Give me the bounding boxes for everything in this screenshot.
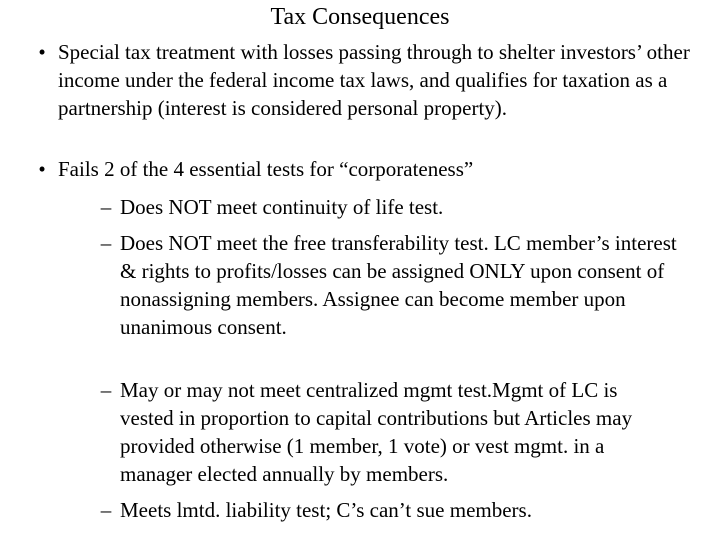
bullet-item [38,155,698,183]
sub-bullet-item [100,193,680,221]
sub-bullet-text: May or may not meet centralized mgmt test.Mgmt of LC is vested in proportion to capital contributions but Articles may provided otherwise (1 member, 1 vote) or vest mgmt. in a manager elected annually by members. [120,378,633,486]
dash-marker: – [100,498,112,522]
dash-marker: – [100,195,112,219]
bullet-text: Fails 2 of the 4 essential tests for “corporateness” [58,157,474,181]
bullet-text: Special tax treatment with losses passing through to shelter investors’ other income under the federal income tax laws, and qualifies for taxation as a partnership (interest is considered personal property). [58,40,690,120]
sub-bullet-item [100,376,665,488]
dash-marker: – [100,378,112,402]
sub-bullet-text: Does NOT meet continuity of life test. [120,195,444,219]
bullet-marker: • [38,40,46,64]
dash-marker: – [100,231,112,255]
sub-bullet-item [100,496,680,524]
sub-bullet-text: Meets lmtd. liability test; C’s can’t sue members. [120,498,532,522]
bullet-marker: • [38,157,46,181]
sub-bullet-text: Does NOT meet the free transferability test. LC member’s interest & rights to profits/losses can be assigned ONLY upon consent of nonassigning members. Assignee can become member upon unanimous consent. [120,231,677,339]
sub-bullet-item [100,229,680,341]
bullet-item [38,38,698,122]
slide-title: Tax Consequences [270,4,450,30]
